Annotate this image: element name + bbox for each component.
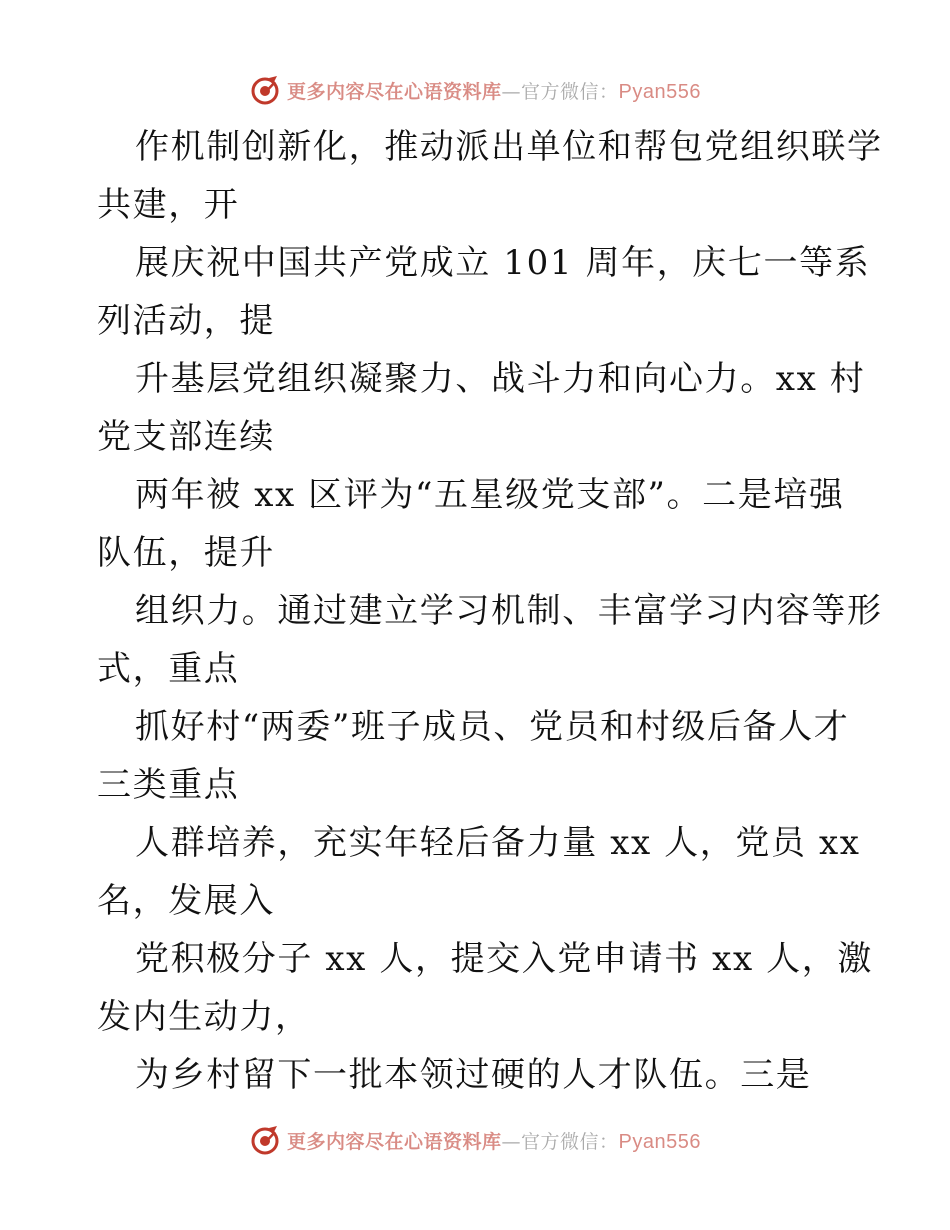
watermark-sub-text: 官方微信： [521, 80, 619, 103]
text-line: 抓好村“两委”班子成员、党员和村级后备人才 [135, 707, 850, 747]
text-line: 党积极分子 xx 人，提交入党申请书 xx 人，激 [135, 939, 873, 979]
watermark-id: Pyan556 [618, 1130, 701, 1153]
text-line: 组织力。通过建立学习机制、丰富学习内容等形 [135, 591, 883, 631]
text-line: 列活动，提 [97, 301, 275, 341]
logo-icon [249, 74, 281, 106]
text-line: 党支部连续 [97, 417, 275, 457]
text-line: 发内生动力， [97, 997, 311, 1037]
logo-icon [249, 1124, 281, 1156]
text-line: 两年被 xx 区评为“五星级党支部”。二是培强 [135, 475, 845, 515]
text-line: 三类重点 [97, 765, 240, 805]
text-line: 为乡村留下一批本领过硬的人才队伍。三是 [135, 1055, 812, 1095]
text-line: 升基层党组织凝聚力、战斗力和向心力。xx 村 [135, 359, 866, 399]
text-line: 名，发展入 [97, 881, 275, 921]
watermark-id: Pyan556 [618, 80, 701, 103]
text-line: 队伍，提升 [97, 533, 275, 573]
header-watermark [0, 70, 950, 110]
text-line: 人群培养，充实年轻后备力量 xx 人，党员 xx [135, 823, 861, 863]
watermark-dash: — [501, 80, 522, 103]
watermark-sub-text: 官方微信： [521, 1130, 619, 1153]
text-line: 作机制创新化，推动派出单位和帮包党组织联学 [135, 127, 883, 167]
text-line: 展庆祝中国共产党成立 101 周年，庆七一等系 [135, 243, 871, 283]
watermark-main-text: 更多内容尽在心语资料库 [287, 80, 502, 103]
text-line: 式，重点 [97, 649, 240, 689]
document-body [97, 118, 883, 1104]
footer-watermark [0, 1120, 950, 1160]
text-line: 共建，开 [97, 185, 240, 225]
watermark-main-text: 更多内容尽在心语资料库 [287, 1130, 502, 1153]
watermark-dash: — [501, 1130, 522, 1153]
